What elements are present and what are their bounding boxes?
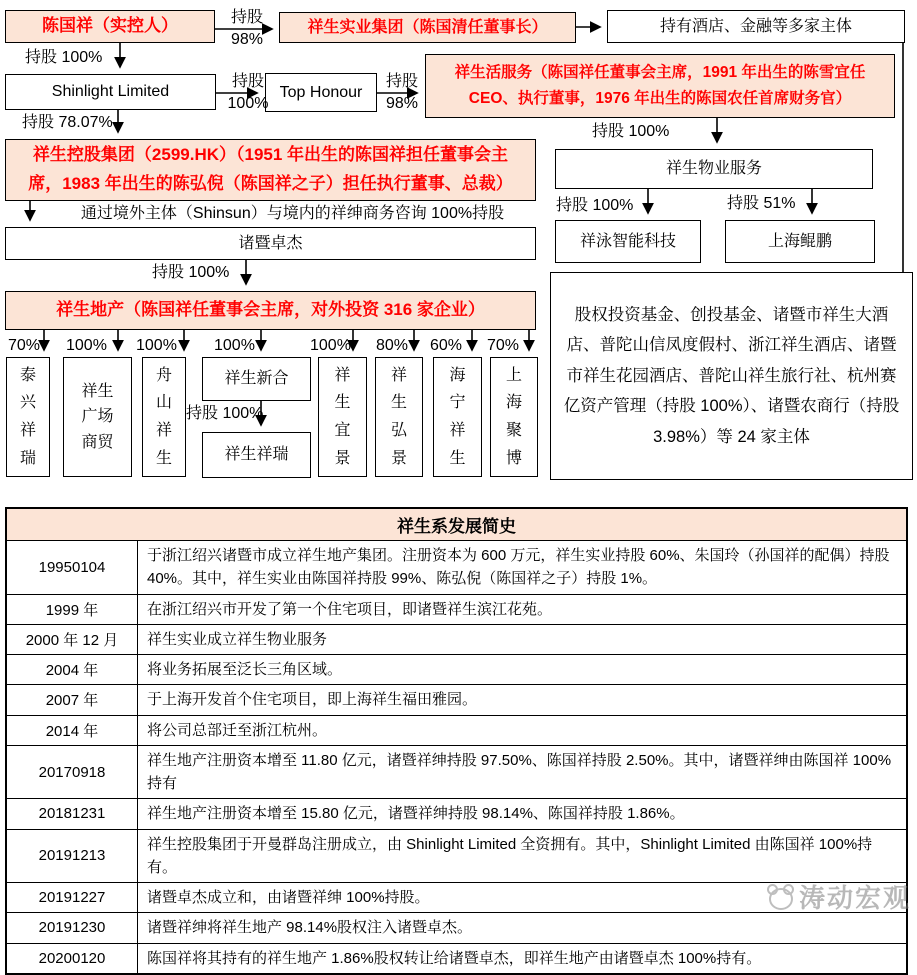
row-event: 在浙江绍兴市开发了第一个住宅项目，即诸暨祥生滨江花苑。 bbox=[138, 594, 908, 624]
edge-label-shinlight-tophonour: 持股 100% bbox=[227, 73, 269, 112]
history-table-title: 祥生系发展简史 bbox=[6, 508, 907, 541]
edge-label-holding-zhuoji-note: 通过境外主体（Shinsun）与境内的祥绅商务咨询 100%持股 bbox=[80, 205, 505, 222]
table-row bbox=[6, 943, 907, 974]
node-chen-guoxiang bbox=[5, 10, 215, 43]
row-event: 陈国祥将其持有的祥生地产 1.86%股权转让给诸暨卓杰，即祥生地产由诸暨卓杰 100%持有。 bbox=[138, 943, 908, 974]
node-shiye-group-label: 祥生实业集团（陈国清任董事长） bbox=[307, 18, 548, 36]
sub-label-7: 海宁祥生 bbox=[449, 366, 466, 467]
panda-logo-icon bbox=[765, 884, 795, 910]
table-row bbox=[6, 655, 907, 685]
node-shiye-group bbox=[279, 12, 576, 43]
row-event: 将公司总部迁至浙江杭州。 bbox=[138, 715, 908, 745]
row-date: 19950104 bbox=[6, 541, 138, 595]
row-date: 1999 年 bbox=[6, 594, 138, 624]
sub-box-xiangsheng-xinhe bbox=[202, 357, 311, 401]
node-shinlight-limited bbox=[5, 74, 216, 110]
edge-label-chen-shinlight: 持股 100% bbox=[25, 49, 103, 66]
node-xiangyong-tech bbox=[555, 220, 701, 263]
node-zhuji-zhuojie-label: 诸暨卓杰 bbox=[238, 234, 303, 252]
row-date: 2007 年 bbox=[6, 685, 138, 715]
table-row bbox=[6, 913, 907, 943]
node-property-services bbox=[555, 149, 873, 189]
sub-box-guangchang-shangmao bbox=[63, 357, 132, 477]
node-xiangyong-label: 祥泳智能科技 bbox=[579, 232, 676, 250]
sub-box-xiangsheng-hongjing bbox=[375, 357, 423, 477]
sub-pct-8: 70% bbox=[487, 337, 520, 354]
sub-label-5: 祥生宜景 bbox=[334, 366, 351, 467]
sub-pct-3: 100% bbox=[136, 337, 177, 354]
sub-pct-4: 100% bbox=[214, 337, 255, 354]
edge-label-shinlight-holding: 持股 78.07% bbox=[22, 114, 113, 131]
node-other-entities-label: 股权投资基金、创投基金、诸暨市祥生大酒店、普陀山信凤度假村、浙江祥生酒店、诸暨市祥生花园酒店、普陀山祥生旅行社、杭州赛亿资产管理（持股 100%）、诸暨农商行（持股 3.98%）等 24 家主体 bbox=[563, 305, 900, 446]
sub-label-4-child: 祥生祥瑞 bbox=[224, 446, 289, 464]
sub-label-4: 祥生新合 bbox=[224, 370, 289, 388]
sub-box-zhoushan-xiangsheng bbox=[142, 357, 186, 477]
edge-label-tophonour-life: 持股 98% bbox=[385, 73, 419, 112]
row-event: 于上海开发首个住宅项目，即上海祥生福田雅园。 bbox=[138, 685, 908, 715]
sub-label-3: 舟山祥生 bbox=[155, 366, 172, 467]
table-row bbox=[6, 745, 907, 799]
edge-label-chen-shiye: 持股 98% bbox=[230, 9, 264, 48]
row-date: 20200120 bbox=[6, 943, 138, 974]
table-row bbox=[6, 799, 907, 829]
row-event: 将业务拓展至泛长三角区域。 bbox=[138, 655, 908, 685]
sub-pct-6: 80% bbox=[376, 337, 409, 354]
edge-label-wuye-xiangyong: 持股 100% bbox=[556, 197, 634, 214]
row-date: 20191213 bbox=[6, 829, 138, 883]
sub-pct-5: 100% bbox=[310, 337, 351, 354]
node-zhuji-zhuojie bbox=[5, 227, 536, 260]
row-event: 祥生实业成立祥生物业服务 bbox=[138, 624, 908, 654]
row-date: 20181231 bbox=[6, 799, 138, 829]
node-chen-guoxiang-label: 陈国祥（实控人） bbox=[42, 16, 178, 36]
sub-label-2: 祥生广场商贸 bbox=[81, 382, 114, 451]
table-row bbox=[6, 541, 907, 595]
sub-pct-7: 60% bbox=[430, 337, 463, 354]
node-shanghai-kunpeng bbox=[725, 220, 875, 263]
table-row bbox=[6, 829, 907, 883]
watermark-text: 涛动宏观 bbox=[798, 883, 911, 913]
row-event: 于浙江绍兴诸暨市成立祥生地产集团。注册资本为 600 万元，祥生实业持股 60%、朱国玲（孙国祥的配偶）持股 40%。其中，祥生实业由陈国祥持股 99%、陈弘倪（陈国祥之子）持股 1%。 bbox=[138, 541, 908, 595]
row-event: 祥生地产注册资本增至 11.80 亿元，诸暨祥绅持股 97.50%、陈国祥持股 2.50%。其中，诸暨祥绅由陈国祥 100%持有 bbox=[138, 745, 908, 799]
node-holding-group bbox=[5, 139, 536, 201]
table-row bbox=[6, 624, 907, 654]
row-date: 2004 年 bbox=[6, 655, 138, 685]
node-dichan-label: 祥生地产（陈国祥任董事会主席，对外投资 316 家企业） bbox=[56, 300, 485, 320]
row-date: 20170918 bbox=[6, 745, 138, 799]
edge-label-zhuoji-dichan: 持股 100% bbox=[152, 264, 230, 281]
sub-pct-2: 100% bbox=[66, 337, 107, 354]
sub-box-xiangsheng-xiangrui bbox=[202, 432, 311, 478]
node-top-honour-label: Top Honour bbox=[279, 83, 363, 101]
table-row bbox=[6, 594, 907, 624]
node-other-entities bbox=[550, 272, 913, 480]
node-property-services-label: 祥生物业服务 bbox=[665, 160, 762, 178]
sub-box-xiangsheng-yijing bbox=[318, 357, 367, 477]
sub-label-8: 上海聚博 bbox=[505, 366, 522, 467]
node-life-service bbox=[425, 54, 895, 118]
sub-pct-1: 70% bbox=[8, 337, 41, 354]
row-event: 祥生控股集团于开曼群岛注册成立，由 Shinlight Limited 全资拥有。其中，Shinlight Limited 由陈国祥 100%持有。 bbox=[138, 829, 908, 883]
row-event: 诸暨卓杰成立和，由诸暨祥绅 100%持股。 bbox=[138, 883, 908, 913]
row-event: 祥生地产注册资本增至 15.80 亿元，诸暨祥绅持股 98.14%、陈国祥持股 1.86%。 bbox=[138, 799, 908, 829]
node-kunpeng-label: 上海鲲鹏 bbox=[767, 232, 832, 250]
edge-label-wuye-kunpeng: 持股 51% bbox=[727, 195, 796, 212]
node-hotel-finance-entities bbox=[607, 10, 905, 43]
row-date: 2014 年 bbox=[6, 715, 138, 745]
sub-label-1: 泰兴祥瑞 bbox=[19, 366, 36, 467]
node-life-service-label: 祥生活服务（陈国祥任董事会主席，1991 年出生的陈雪宜任 CEO、执行董事，1976 年出生的陈国农任首席财务官） bbox=[454, 63, 866, 107]
row-date: 20191230 bbox=[6, 913, 138, 943]
watermark bbox=[765, 878, 911, 915]
sub-box-taixing-xiangrui bbox=[6, 357, 50, 477]
node-hotel-finance-label: 持有酒店、金融等多家主体 bbox=[659, 17, 852, 35]
row-event: 诸暨祥绅将祥生地产 98.14%股权注入诸暨卓杰。 bbox=[138, 913, 908, 943]
node-top-honour bbox=[265, 73, 377, 112]
table-row bbox=[6, 715, 907, 745]
sub-box-shanghai-jubo bbox=[490, 357, 538, 477]
node-dichan bbox=[5, 291, 536, 330]
sub-box-haining-xiangsheng bbox=[433, 357, 482, 477]
history-table-header-row bbox=[6, 508, 907, 541]
sub-label-6: 祥生弘景 bbox=[390, 366, 407, 467]
table-row bbox=[6, 685, 907, 715]
node-holding-group-label: 祥生控股集团（2599.HK）（1951 年出生的陈国祥担任董事会主席，1983 年出生的陈弘倪（陈国祥之子）担任执行董事、总裁） bbox=[28, 145, 513, 193]
edge-label-xinhe-xiangrui: 持股 100% bbox=[186, 405, 264, 422]
row-date: 20191227 bbox=[6, 883, 138, 913]
row-date: 2000 年 12 月 bbox=[6, 624, 138, 654]
edge-label-life-wuye: 持股 100% bbox=[592, 123, 670, 140]
node-shinlight-label: Shinlight Limited bbox=[51, 83, 170, 101]
